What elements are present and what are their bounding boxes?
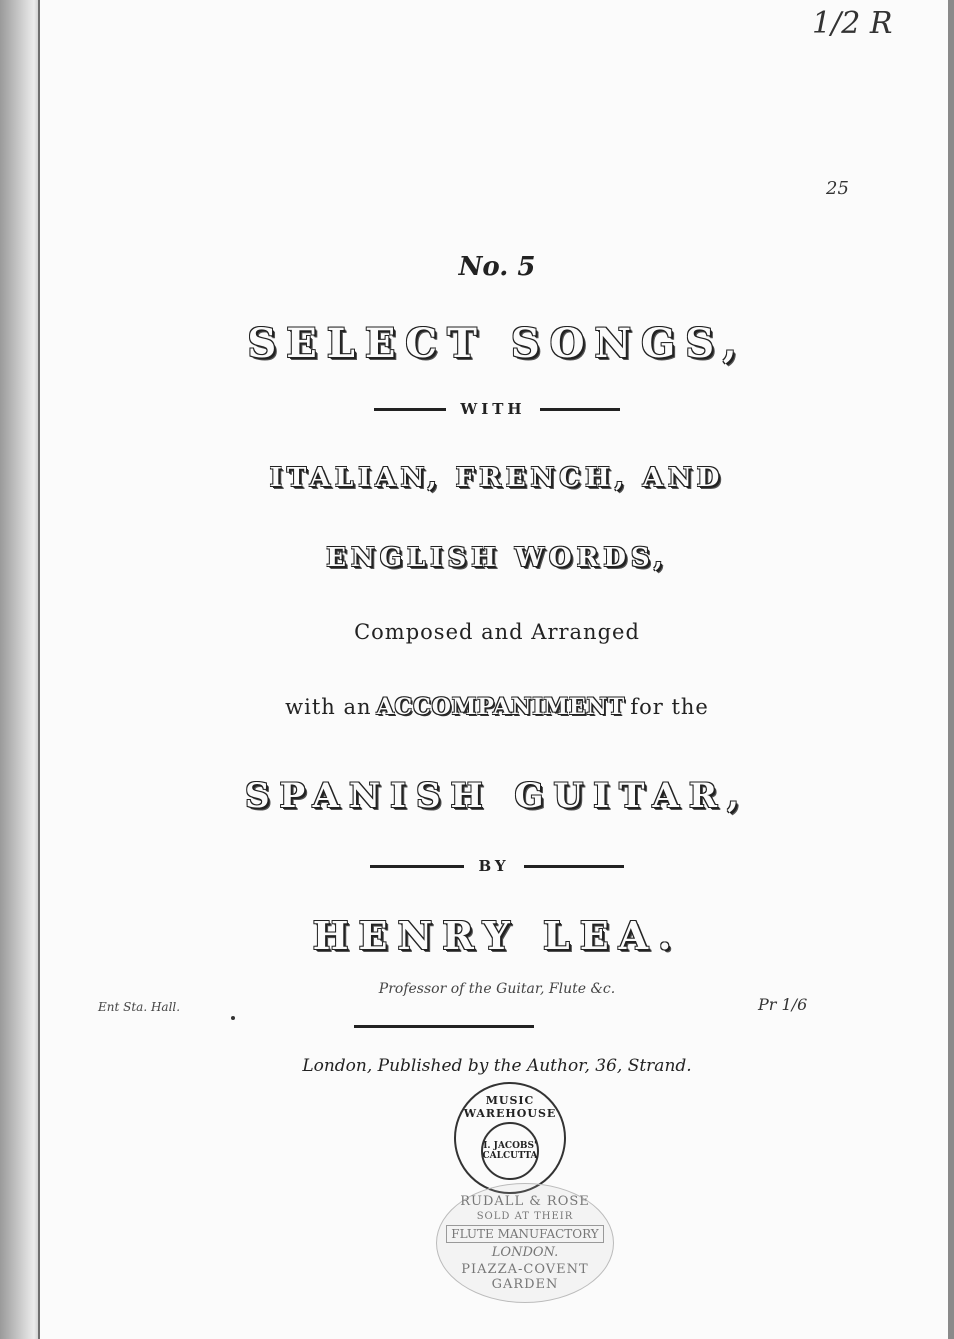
by-label: BY — [478, 857, 510, 875]
author-name: HENRY LEA. — [312, 913, 682, 958]
page-right-edge — [948, 0, 954, 1339]
title-english-words: ENGLISH WORDS, — [326, 543, 668, 573]
accomp-word: ACCOMPANIMENT — [376, 694, 626, 720]
price-note: Pr 1/6 — [758, 995, 808, 1014]
accomp-suffix: for the — [630, 695, 709, 719]
publisher-line: London, Published by the Author, 36, Strand. — [302, 1056, 692, 1076]
rule-right — [540, 408, 620, 411]
book-spine — [0, 0, 40, 1339]
accompaniment-line — [40, 694, 954, 720]
music-warehouse-stamp — [454, 1082, 566, 1194]
stamp2-line5: PIAZZA-COVENT GARDEN — [461, 1262, 589, 1292]
rule-with — [40, 400, 954, 418]
title-languages: ITALIAN, FRENCH, AND — [269, 463, 725, 493]
stamp-name: I. JACOBS' — [483, 1141, 537, 1151]
rudall-rose-stamp — [436, 1183, 614, 1303]
rule-left — [374, 408, 446, 411]
entered-stationers-hall: Ent Sta. Hall. — [98, 1000, 181, 1014]
rule-by — [40, 857, 954, 875]
handwritten-number: 25 — [826, 178, 849, 199]
divider-rule — [354, 1025, 534, 1028]
title-page — [40, 0, 954, 1339]
composed-line: Composed and Arranged — [354, 620, 640, 644]
stamp2-line3: FLUTE MANUFACTORY — [446, 1225, 603, 1243]
stamp-ring-text: MUSIC WAREHOUSE — [463, 1094, 557, 1120]
stamp2-line2: SOLD AT THEIR — [476, 1211, 574, 1222]
stamp2-line4: LONDON. — [491, 1245, 559, 1260]
author-profession: Professor of the Guitar, Flute &c. — [378, 981, 616, 997]
title-spanish-guitar: SPANISH GUITAR, — [244, 776, 750, 816]
with-label: WITH — [460, 400, 526, 418]
stamp-city: CALCUTTA — [482, 1151, 538, 1161]
accomp-prefix: with an — [285, 695, 372, 719]
stamp-inner-circle — [481, 1122, 539, 1180]
title-select-songs: SELECT SONGS, — [247, 320, 747, 367]
ink-dot — [231, 1016, 235, 1020]
stamp2-line1: RUDALL & ROSE — [460, 1194, 590, 1209]
handwritten-price-mark: 1/2 R — [812, 6, 893, 41]
rule-right — [524, 865, 624, 868]
issue-number: No. 5 — [458, 252, 536, 282]
rule-left — [370, 865, 464, 868]
